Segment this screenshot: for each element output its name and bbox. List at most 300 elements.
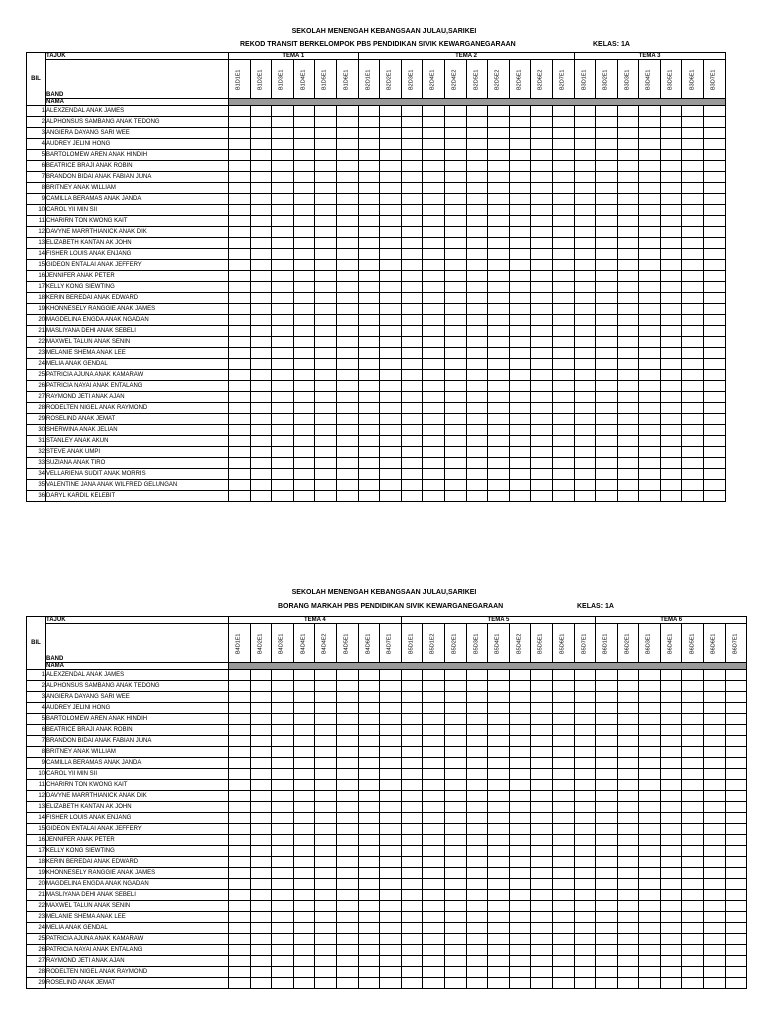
mark-cell[interactable] xyxy=(574,681,596,692)
mark-cell[interactable] xyxy=(704,802,726,813)
mark-cell[interactable] xyxy=(660,681,682,692)
mark-cell[interactable] xyxy=(401,282,423,293)
mark-cell[interactable] xyxy=(444,172,466,183)
mark-cell[interactable] xyxy=(660,293,682,304)
mark-cell[interactable] xyxy=(509,967,531,978)
mark-cell[interactable] xyxy=(272,348,294,359)
mark-cell[interactable] xyxy=(509,425,531,436)
mark-cell[interactable] xyxy=(358,824,380,835)
mark-cell[interactable] xyxy=(682,802,704,813)
mark-cell[interactable] xyxy=(229,725,251,736)
mark-cell[interactable] xyxy=(466,923,488,934)
mark-cell[interactable] xyxy=(229,901,251,912)
mark-cell[interactable] xyxy=(488,725,510,736)
mark-cell[interactable] xyxy=(380,414,402,425)
mark-cell[interactable] xyxy=(725,813,747,824)
mark-cell[interactable] xyxy=(336,348,358,359)
mark-cell[interactable] xyxy=(509,161,531,172)
mark-cell[interactable] xyxy=(444,934,466,945)
mark-cell[interactable] xyxy=(509,491,531,502)
mark-cell[interactable] xyxy=(358,359,380,370)
mark-cell[interactable] xyxy=(682,491,704,502)
mark-cell[interactable] xyxy=(293,139,315,150)
mark-cell[interactable] xyxy=(380,161,402,172)
mark-cell[interactable] xyxy=(444,480,466,491)
mark-cell[interactable] xyxy=(315,315,337,326)
mark-cell[interactable] xyxy=(380,238,402,249)
mark-cell[interactable] xyxy=(250,901,272,912)
mark-cell[interactable] xyxy=(293,293,315,304)
mark-cell[interactable] xyxy=(682,458,704,469)
mark-cell[interactable] xyxy=(617,491,639,502)
mark-cell[interactable] xyxy=(574,491,596,502)
mark-cell[interactable] xyxy=(660,868,682,879)
mark-cell[interactable] xyxy=(509,901,531,912)
mark-cell[interactable] xyxy=(574,128,596,139)
mark-cell[interactable] xyxy=(401,857,423,868)
mark-cell[interactable] xyxy=(639,106,661,117)
mark-cell[interactable] xyxy=(401,139,423,150)
mark-cell[interactable] xyxy=(380,934,402,945)
mark-cell[interactable] xyxy=(639,857,661,868)
mark-cell[interactable] xyxy=(531,150,553,161)
mark-cell[interactable] xyxy=(423,348,445,359)
mark-cell[interactable] xyxy=(401,271,423,282)
mark-cell[interactable] xyxy=(423,359,445,370)
mark-cell[interactable] xyxy=(444,747,466,758)
mark-cell[interactable] xyxy=(682,106,704,117)
mark-cell[interactable] xyxy=(531,194,553,205)
mark-cell[interactable] xyxy=(704,359,726,370)
mark-cell[interactable] xyxy=(574,458,596,469)
mark-cell[interactable] xyxy=(488,249,510,260)
mark-cell[interactable] xyxy=(272,271,294,282)
mark-cell[interactable] xyxy=(336,282,358,293)
mark-cell[interactable] xyxy=(682,703,704,714)
mark-cell[interactable] xyxy=(488,945,510,956)
mark-cell[interactable] xyxy=(574,205,596,216)
mark-cell[interactable] xyxy=(704,216,726,227)
mark-cell[interactable] xyxy=(596,934,618,945)
mark-cell[interactable] xyxy=(401,469,423,480)
mark-cell[interactable] xyxy=(682,249,704,260)
mark-cell[interactable] xyxy=(639,469,661,480)
mark-cell[interactable] xyxy=(272,161,294,172)
mark-cell[interactable] xyxy=(660,359,682,370)
mark-cell[interactable] xyxy=(725,747,747,758)
mark-cell[interactable] xyxy=(380,293,402,304)
mark-cell[interactable] xyxy=(682,824,704,835)
mark-cell[interactable] xyxy=(596,447,618,458)
mark-cell[interactable] xyxy=(401,447,423,458)
mark-cell[interactable] xyxy=(380,139,402,150)
mark-cell[interactable] xyxy=(660,791,682,802)
mark-cell[interactable] xyxy=(639,216,661,227)
mark-cell[interactable] xyxy=(423,469,445,480)
mark-cell[interactable] xyxy=(660,392,682,403)
mark-cell[interactable] xyxy=(704,183,726,194)
mark-cell[interactable] xyxy=(229,923,251,934)
mark-cell[interactable] xyxy=(315,249,337,260)
mark-cell[interactable] xyxy=(725,934,747,945)
mark-cell[interactable] xyxy=(229,791,251,802)
mark-cell[interactable] xyxy=(315,945,337,956)
mark-cell[interactable] xyxy=(229,194,251,205)
mark-cell[interactable] xyxy=(336,791,358,802)
mark-cell[interactable] xyxy=(704,945,726,956)
mark-cell[interactable] xyxy=(617,315,639,326)
mark-cell[interactable] xyxy=(682,480,704,491)
mark-cell[interactable] xyxy=(660,414,682,425)
mark-cell[interactable] xyxy=(293,370,315,381)
mark-cell[interactable] xyxy=(358,758,380,769)
mark-cell[interactable] xyxy=(444,868,466,879)
mark-cell[interactable] xyxy=(315,967,337,978)
mark-cell[interactable] xyxy=(229,714,251,725)
mark-cell[interactable] xyxy=(639,901,661,912)
mark-cell[interactable] xyxy=(336,469,358,480)
mark-cell[interactable] xyxy=(596,824,618,835)
mark-cell[interactable] xyxy=(552,315,574,326)
mark-cell[interactable] xyxy=(682,150,704,161)
mark-cell[interactable] xyxy=(552,436,574,447)
mark-cell[interactable] xyxy=(401,304,423,315)
mark-cell[interactable] xyxy=(401,956,423,967)
mark-cell[interactable] xyxy=(423,725,445,736)
mark-cell[interactable] xyxy=(229,846,251,857)
mark-cell[interactable] xyxy=(466,436,488,447)
mark-cell[interactable] xyxy=(380,458,402,469)
mark-cell[interactable] xyxy=(617,879,639,890)
mark-cell[interactable] xyxy=(596,304,618,315)
mark-cell[interactable] xyxy=(401,934,423,945)
mark-cell[interactable] xyxy=(704,227,726,238)
mark-cell[interactable] xyxy=(423,890,445,901)
mark-cell[interactable] xyxy=(660,117,682,128)
mark-cell[interactable] xyxy=(660,857,682,868)
mark-cell[interactable] xyxy=(617,813,639,824)
mark-cell[interactable] xyxy=(315,736,337,747)
mark-cell[interactable] xyxy=(682,293,704,304)
mark-cell[interactable] xyxy=(336,403,358,414)
mark-cell[interactable] xyxy=(272,491,294,502)
mark-cell[interactable] xyxy=(552,824,574,835)
mark-cell[interactable] xyxy=(509,769,531,780)
mark-cell[interactable] xyxy=(401,747,423,758)
mark-cell[interactable] xyxy=(552,736,574,747)
mark-cell[interactable] xyxy=(358,139,380,150)
mark-cell[interactable] xyxy=(704,194,726,205)
mark-cell[interactable] xyxy=(574,945,596,956)
mark-cell[interactable] xyxy=(423,846,445,857)
mark-cell[interactable] xyxy=(358,194,380,205)
mark-cell[interactable] xyxy=(380,813,402,824)
mark-cell[interactable] xyxy=(639,326,661,337)
mark-cell[interactable] xyxy=(552,282,574,293)
mark-cell[interactable] xyxy=(639,802,661,813)
mark-cell[interactable] xyxy=(466,802,488,813)
mark-cell[interactable] xyxy=(574,161,596,172)
mark-cell[interactable] xyxy=(444,447,466,458)
mark-cell[interactable] xyxy=(531,846,553,857)
mark-cell[interactable] xyxy=(596,681,618,692)
mark-cell[interactable] xyxy=(466,725,488,736)
mark-cell[interactable] xyxy=(596,692,618,703)
mark-cell[interactable] xyxy=(315,791,337,802)
mark-cell[interactable] xyxy=(509,436,531,447)
mark-cell[interactable] xyxy=(531,260,553,271)
mark-cell[interactable] xyxy=(293,194,315,205)
mark-cell[interactable] xyxy=(488,128,510,139)
mark-cell[interactable] xyxy=(660,183,682,194)
mark-cell[interactable] xyxy=(336,293,358,304)
mark-cell[interactable] xyxy=(704,901,726,912)
mark-cell[interactable] xyxy=(250,714,272,725)
mark-cell[interactable] xyxy=(704,249,726,260)
mark-cell[interactable] xyxy=(358,802,380,813)
mark-cell[interactable] xyxy=(639,260,661,271)
mark-cell[interactable] xyxy=(250,857,272,868)
mark-cell[interactable] xyxy=(552,769,574,780)
mark-cell[interactable] xyxy=(617,414,639,425)
mark-cell[interactable] xyxy=(574,868,596,879)
mark-cell[interactable] xyxy=(293,945,315,956)
mark-cell[interactable] xyxy=(380,681,402,692)
mark-cell[interactable] xyxy=(704,271,726,282)
mark-cell[interactable] xyxy=(380,216,402,227)
mark-cell[interactable] xyxy=(229,282,251,293)
mark-cell[interactable] xyxy=(336,106,358,117)
mark-cell[interactable] xyxy=(682,692,704,703)
mark-cell[interactable] xyxy=(531,238,553,249)
mark-cell[interactable] xyxy=(552,271,574,282)
mark-cell[interactable] xyxy=(509,802,531,813)
mark-cell[interactable] xyxy=(358,692,380,703)
mark-cell[interactable] xyxy=(229,326,251,337)
mark-cell[interactable] xyxy=(574,194,596,205)
mark-cell[interactable] xyxy=(466,791,488,802)
mark-cell[interactable] xyxy=(596,491,618,502)
mark-cell[interactable] xyxy=(617,425,639,436)
mark-cell[interactable] xyxy=(466,326,488,337)
mark-cell[interactable] xyxy=(466,670,488,681)
mark-cell[interactable] xyxy=(380,480,402,491)
mark-cell[interactable] xyxy=(272,912,294,923)
mark-cell[interactable] xyxy=(293,791,315,802)
mark-cell[interactable] xyxy=(574,238,596,249)
mark-cell[interactable] xyxy=(315,359,337,370)
mark-cell[interactable] xyxy=(229,824,251,835)
mark-cell[interactable] xyxy=(531,857,553,868)
mark-cell[interactable] xyxy=(380,205,402,216)
mark-cell[interactable] xyxy=(639,370,661,381)
mark-cell[interactable] xyxy=(704,150,726,161)
mark-cell[interactable] xyxy=(444,923,466,934)
mark-cell[interactable] xyxy=(250,139,272,150)
mark-cell[interactable] xyxy=(617,747,639,758)
mark-cell[interactable] xyxy=(552,758,574,769)
mark-cell[interactable] xyxy=(250,260,272,271)
mark-cell[interactable] xyxy=(380,945,402,956)
mark-cell[interactable] xyxy=(574,725,596,736)
mark-cell[interactable] xyxy=(466,758,488,769)
mark-cell[interactable] xyxy=(444,901,466,912)
mark-cell[interactable] xyxy=(336,846,358,857)
mark-cell[interactable] xyxy=(444,282,466,293)
mark-cell[interactable] xyxy=(488,934,510,945)
mark-cell[interactable] xyxy=(401,194,423,205)
mark-cell[interactable] xyxy=(336,879,358,890)
mark-cell[interactable] xyxy=(574,304,596,315)
mark-cell[interactable] xyxy=(639,414,661,425)
mark-cell[interactable] xyxy=(552,469,574,480)
mark-cell[interactable] xyxy=(704,879,726,890)
mark-cell[interactable] xyxy=(596,923,618,934)
mark-cell[interactable] xyxy=(250,824,272,835)
mark-cell[interactable] xyxy=(617,824,639,835)
mark-cell[interactable] xyxy=(552,359,574,370)
mark-cell[interactable] xyxy=(358,381,380,392)
mark-cell[interactable] xyxy=(682,956,704,967)
mark-cell[interactable] xyxy=(660,128,682,139)
mark-cell[interactable] xyxy=(725,681,747,692)
mark-cell[interactable] xyxy=(660,194,682,205)
mark-cell[interactable] xyxy=(488,491,510,502)
mark-cell[interactable] xyxy=(358,447,380,458)
mark-cell[interactable] xyxy=(488,956,510,967)
mark-cell[interactable] xyxy=(660,205,682,216)
mark-cell[interactable] xyxy=(293,736,315,747)
mark-cell[interactable] xyxy=(444,458,466,469)
mark-cell[interactable] xyxy=(488,846,510,857)
mark-cell[interactable] xyxy=(401,835,423,846)
mark-cell[interactable] xyxy=(293,780,315,791)
mark-cell[interactable] xyxy=(596,150,618,161)
mark-cell[interactable] xyxy=(250,802,272,813)
mark-cell[interactable] xyxy=(250,106,272,117)
mark-cell[interactable] xyxy=(401,736,423,747)
mark-cell[interactable] xyxy=(401,216,423,227)
mark-cell[interactable] xyxy=(704,912,726,923)
mark-cell[interactable] xyxy=(509,315,531,326)
mark-cell[interactable] xyxy=(315,392,337,403)
mark-cell[interactable] xyxy=(250,835,272,846)
mark-cell[interactable] xyxy=(444,260,466,271)
mark-cell[interactable] xyxy=(574,791,596,802)
mark-cell[interactable] xyxy=(423,769,445,780)
mark-cell[interactable] xyxy=(682,348,704,359)
mark-cell[interactable] xyxy=(596,802,618,813)
mark-cell[interactable] xyxy=(466,912,488,923)
mark-cell[interactable] xyxy=(552,890,574,901)
mark-cell[interactable] xyxy=(488,183,510,194)
mark-cell[interactable] xyxy=(444,150,466,161)
mark-cell[interactable] xyxy=(552,901,574,912)
mark-cell[interactable] xyxy=(682,901,704,912)
mark-cell[interactable] xyxy=(574,923,596,934)
mark-cell[interactable] xyxy=(401,491,423,502)
mark-cell[interactable] xyxy=(704,117,726,128)
mark-cell[interactable] xyxy=(358,161,380,172)
mark-cell[interactable] xyxy=(336,359,358,370)
mark-cell[interactable] xyxy=(574,117,596,128)
mark-cell[interactable] xyxy=(423,945,445,956)
mark-cell[interactable] xyxy=(250,282,272,293)
mark-cell[interactable] xyxy=(552,425,574,436)
mark-cell[interactable] xyxy=(660,271,682,282)
mark-cell[interactable] xyxy=(531,692,553,703)
mark-cell[interactable] xyxy=(617,912,639,923)
mark-cell[interactable] xyxy=(660,249,682,260)
mark-cell[interactable] xyxy=(423,304,445,315)
mark-cell[interactable] xyxy=(574,978,596,989)
mark-cell[interactable] xyxy=(574,381,596,392)
mark-cell[interactable] xyxy=(336,370,358,381)
mark-cell[interactable] xyxy=(358,238,380,249)
mark-cell[interactable] xyxy=(682,436,704,447)
mark-cell[interactable] xyxy=(682,469,704,480)
mark-cell[interactable] xyxy=(552,150,574,161)
mark-cell[interactable] xyxy=(380,392,402,403)
mark-cell[interactable] xyxy=(358,249,380,260)
mark-cell[interactable] xyxy=(552,128,574,139)
mark-cell[interactable] xyxy=(380,714,402,725)
mark-cell[interactable] xyxy=(531,293,553,304)
mark-cell[interactable] xyxy=(336,725,358,736)
mark-cell[interactable] xyxy=(596,736,618,747)
mark-cell[interactable] xyxy=(423,337,445,348)
mark-cell[interactable] xyxy=(704,425,726,436)
mark-cell[interactable] xyxy=(704,703,726,714)
mark-cell[interactable] xyxy=(596,670,618,681)
mark-cell[interactable] xyxy=(552,326,574,337)
mark-cell[interactable] xyxy=(315,128,337,139)
mark-cell[interactable] xyxy=(488,282,510,293)
mark-cell[interactable] xyxy=(639,205,661,216)
mark-cell[interactable] xyxy=(704,890,726,901)
mark-cell[interactable] xyxy=(552,802,574,813)
mark-cell[interactable] xyxy=(423,139,445,150)
mark-cell[interactable] xyxy=(488,271,510,282)
mark-cell[interactable] xyxy=(315,747,337,758)
mark-cell[interactable] xyxy=(358,868,380,879)
mark-cell[interactable] xyxy=(466,813,488,824)
mark-cell[interactable] xyxy=(617,403,639,414)
mark-cell[interactable] xyxy=(272,447,294,458)
mark-cell[interactable] xyxy=(423,901,445,912)
mark-cell[interactable] xyxy=(272,260,294,271)
mark-cell[interactable] xyxy=(250,791,272,802)
mark-cell[interactable] xyxy=(660,139,682,150)
mark-cell[interactable] xyxy=(272,934,294,945)
mark-cell[interactable] xyxy=(229,835,251,846)
mark-cell[interactable] xyxy=(272,238,294,249)
mark-cell[interactable] xyxy=(682,934,704,945)
mark-cell[interactable] xyxy=(444,802,466,813)
mark-cell[interactable] xyxy=(466,890,488,901)
mark-cell[interactable] xyxy=(617,945,639,956)
mark-cell[interactable] xyxy=(229,128,251,139)
mark-cell[interactable] xyxy=(250,703,272,714)
mark-cell[interactable] xyxy=(380,824,402,835)
mark-cell[interactable] xyxy=(682,813,704,824)
mark-cell[interactable] xyxy=(336,868,358,879)
mark-cell[interactable] xyxy=(509,791,531,802)
mark-cell[interactable] xyxy=(358,780,380,791)
mark-cell[interactable] xyxy=(552,249,574,260)
mark-cell[interactable] xyxy=(358,747,380,758)
mark-cell[interactable] xyxy=(315,824,337,835)
